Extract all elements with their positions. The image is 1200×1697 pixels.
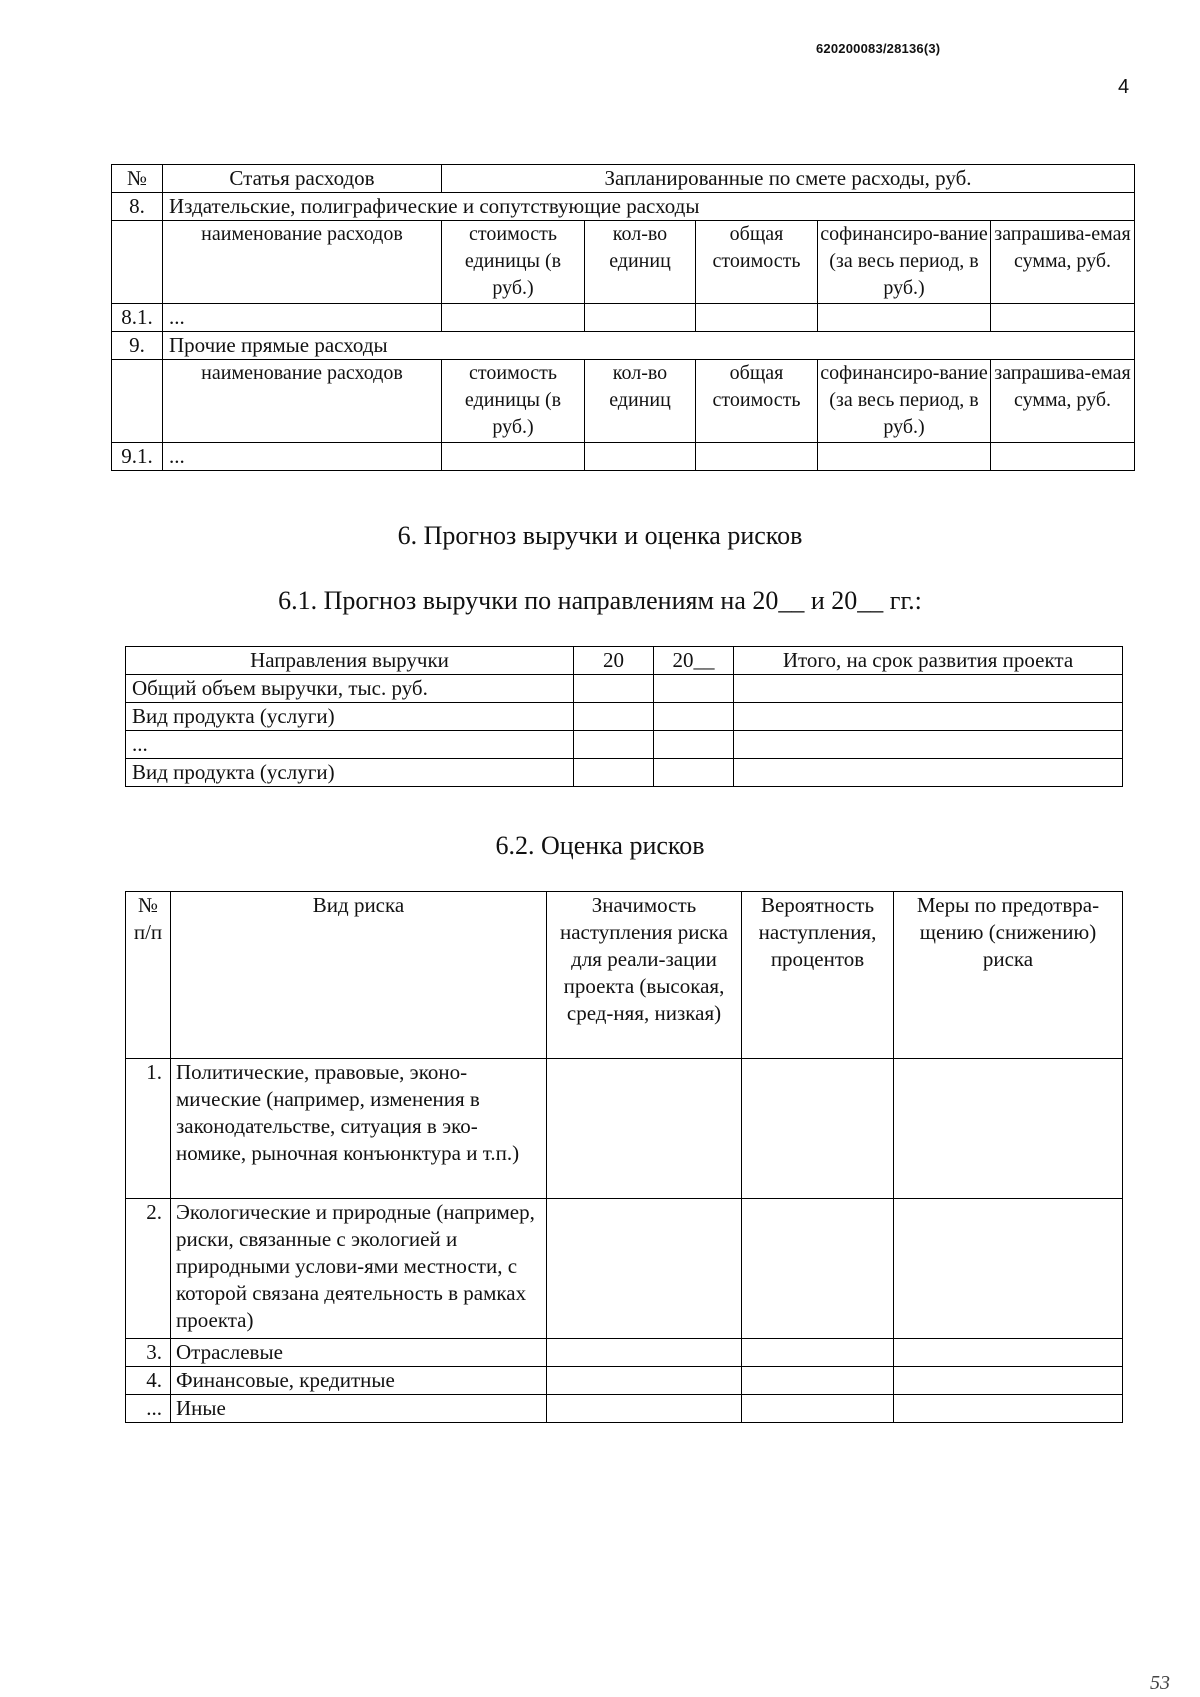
subheader-name: наименование расходов (163, 360, 442, 443)
empty-cell (742, 1059, 894, 1199)
row-label: Вид продукта (услуги) (126, 759, 574, 787)
empty-cell (696, 443, 818, 471)
empty-cell (547, 1395, 742, 1423)
header-cell-significance: Значимость наступления риска для реали-зации проекта (высокая, сред-няя, низкая) (547, 892, 742, 1059)
table-row (126, 703, 1123, 731)
empty-cell (112, 221, 163, 304)
table-row (112, 443, 1135, 471)
empty-cell (894, 1059, 1123, 1199)
row-number: 3. (126, 1339, 171, 1367)
risk-type: Политические, правовые, эконо-мические (например, изменения в законодательстве, ситуация в эко-номике, рыночная конъюнктура и т.п.) (171, 1059, 547, 1199)
empty-cell (696, 304, 818, 332)
table-row (112, 304, 1135, 332)
header-cell-year-2: 20__ (654, 647, 734, 675)
header-cell-risk-type: Вид риска (171, 892, 547, 1059)
risk-type: Иные (171, 1395, 547, 1423)
section-title: Прочие прямые расходы (163, 332, 1135, 360)
empty-cell (585, 443, 696, 471)
row-label: ... (126, 731, 574, 759)
section-row (112, 193, 1135, 221)
row-number: 9.1. (112, 443, 163, 471)
empty-cell (574, 731, 654, 759)
table-header-row (126, 647, 1123, 675)
header-cell-planned: Запланированные по смете расходы, руб. (442, 165, 1135, 193)
table-header-row (126, 892, 1123, 1059)
header-cell-directions: Направления выручки (126, 647, 574, 675)
row-label: Общий объем выручки, тыс. руб. (126, 675, 574, 703)
empty-cell (991, 304, 1135, 332)
subheader-total-cost: общая стоимость (696, 360, 818, 443)
section-row (112, 332, 1135, 360)
empty-cell (654, 703, 734, 731)
revenue-forecast-table (125, 646, 1123, 787)
empty-cell (894, 1395, 1123, 1423)
empty-cell (818, 443, 991, 471)
risk-assessment-table (125, 891, 1123, 1423)
empty-cell (574, 759, 654, 787)
empty-cell (734, 731, 1123, 759)
corner-page-mark: 53 (1150, 1672, 1170, 1694)
row-label: Вид продукта (услуги) (126, 703, 574, 731)
empty-cell (547, 1199, 742, 1339)
page-number: 4 (1118, 76, 1130, 98)
section-number: 8. (112, 193, 163, 221)
subheader-unit-cost: стоимость единицы (в руб.) (442, 221, 585, 304)
empty-cell (585, 304, 696, 332)
row-number: ... (126, 1395, 171, 1423)
empty-cell (894, 1339, 1123, 1367)
expenses-table (111, 164, 1135, 471)
section-6-2-title: 6.2. Оценка рисков (495, 831, 705, 860)
subheader-cofinancing: софинансиро-вание (за весь период, в руб.) (818, 360, 991, 443)
risk-type: Экологические и природные (например, риски, связанные с экологией и природными услови-ями местности, с которой связана деятельность в рамках проекта) (171, 1199, 547, 1339)
subheader-cofinancing: софинансиро-вание (за весь период, в руб.) (818, 221, 991, 304)
header-cell-number: № п/п (126, 892, 171, 1059)
row-number: 1. (126, 1059, 171, 1199)
empty-cell (654, 675, 734, 703)
empty-cell (442, 304, 585, 332)
header-cell-probability: Вероятность наступления, процентов (742, 892, 894, 1059)
empty-cell (742, 1199, 894, 1339)
subheader-requested: запрашива-емая сумма, руб. (991, 221, 1135, 304)
table-row (126, 675, 1123, 703)
empty-cell (574, 675, 654, 703)
subheader-quantity: кол-во единиц (585, 360, 696, 443)
header-cell-year-1: 20 (574, 647, 654, 675)
empty-cell (742, 1339, 894, 1367)
row-number: 8.1. (112, 304, 163, 332)
subheader-name: наименование расходов (163, 221, 442, 304)
section-6-1-title: 6.1. Прогноз выручки по направлениям на 20__ и 20__ гг.: (278, 586, 922, 615)
risk-type: Отраслевые (171, 1339, 547, 1367)
header-cell-measures: Меры по предотвра-щению (снижению) риска (894, 892, 1123, 1059)
header-cell-item: Статья расходов (163, 165, 442, 193)
empty-cell (654, 759, 734, 787)
empty-cell (547, 1059, 742, 1199)
subheader-requested: запрашива-емая сумма, руб. (991, 360, 1135, 443)
empty-cell (734, 675, 1123, 703)
table-row (126, 1367, 1123, 1395)
empty-cell (734, 703, 1123, 731)
subheader-row (112, 360, 1135, 443)
row-number: 2. (126, 1199, 171, 1339)
table-row (126, 1395, 1123, 1423)
row-name: ... (163, 304, 442, 332)
empty-cell (818, 304, 991, 332)
subheader-quantity: кол-во единиц (585, 221, 696, 304)
table-row (126, 759, 1123, 787)
row-name: ... (163, 443, 442, 471)
subheader-unit-cost: стоимость единицы (в руб.) (442, 360, 585, 443)
empty-cell (574, 703, 654, 731)
table-row (126, 1199, 1123, 1339)
subheader-row (112, 221, 1135, 304)
empty-cell (442, 443, 585, 471)
table-row (126, 731, 1123, 759)
header-cell-total: Итого, на срок развития проекта (734, 647, 1123, 675)
table-row (126, 1339, 1123, 1367)
document-code: 620200083/28136(3) (816, 41, 941, 56)
table-row (126, 1059, 1123, 1199)
empty-cell (112, 360, 163, 443)
section-title: Издательские, полиграфические и сопутствующие расходы (163, 193, 1135, 221)
subheader-total-cost: общая стоимость (696, 221, 818, 304)
empty-cell (894, 1199, 1123, 1339)
empty-cell (547, 1367, 742, 1395)
empty-cell (742, 1395, 894, 1423)
empty-cell (991, 443, 1135, 471)
empty-cell (734, 759, 1123, 787)
row-number: 4. (126, 1367, 171, 1395)
empty-cell (654, 731, 734, 759)
header-cell-number: № (112, 165, 163, 193)
empty-cell (742, 1367, 894, 1395)
section-6-title: 6. Прогноз выручки и оценка рисков (397, 521, 803, 550)
empty-cell (894, 1367, 1123, 1395)
section-number: 9. (112, 332, 163, 360)
empty-cell (547, 1339, 742, 1367)
table-header-row (112, 165, 1135, 193)
risk-type: Финансовые, кредитные (171, 1367, 547, 1395)
